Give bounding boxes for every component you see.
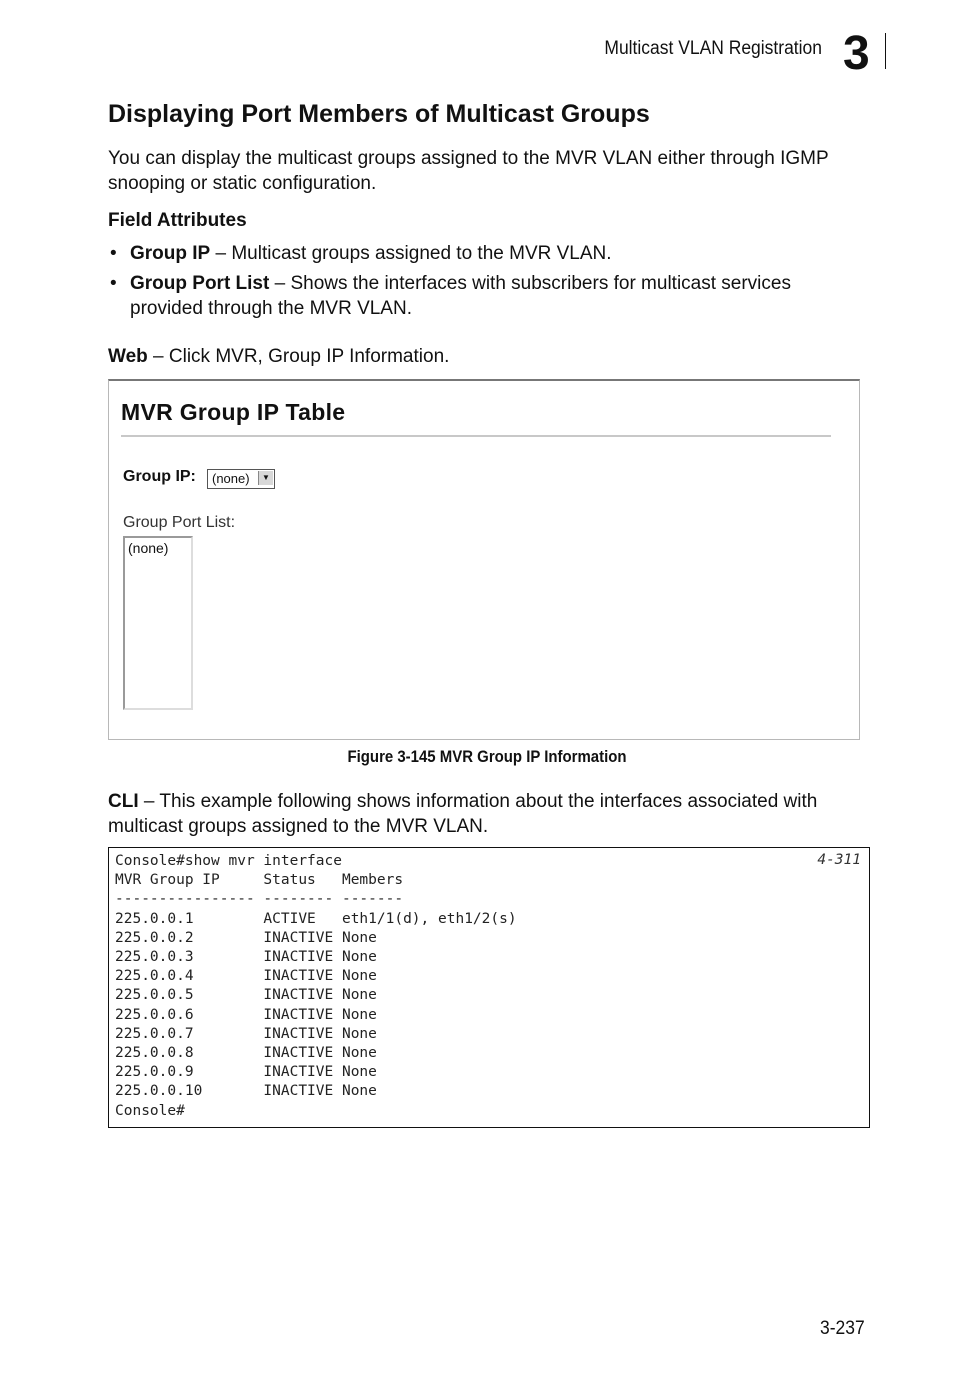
mvr-group-ip-figure [108, 379, 860, 740]
cli-line: Console#show mvr interface [115, 853, 342, 869]
cli-line: 225.0.0.3 INACTIVE None [115, 949, 377, 966]
figure-title: MVR Group IP Table [121, 399, 346, 425]
page-number: 3-237 [820, 1318, 865, 1339]
cli-line: ---------------- -------- ------- [115, 891, 404, 908]
intro-paragraph: You can display the multicast groups assigned to the MVR VLAN either through IGMP snooping or static configuration. [108, 148, 829, 194]
bullet-icon: • [110, 273, 117, 294]
listbox-item[interactable]: (none) [128, 540, 169, 556]
web-label: Web [108, 346, 148, 367]
cli-label: CLI [108, 791, 139, 812]
web-instruction [108, 344, 449, 369]
cli-description: – This example following shows information about the interfaces associated with multicast groups assigned to the MVR VLAN. [108, 791, 818, 837]
bullet-icon: • [110, 243, 117, 264]
cli-example-box [108, 847, 870, 1128]
group-ip-select-value: (none) [212, 471, 250, 486]
figure-divider [121, 435, 831, 437]
bullet-description: – Shows the interfaces with subscribers for multicast services provided through the MVR VLAN. [130, 273, 791, 319]
cli-output [115, 852, 517, 1121]
chapter-divider [885, 33, 886, 69]
cli-reference: 4-311 [817, 852, 861, 868]
cli-line: MVR Group IP Status Members [115, 872, 404, 889]
section-title: Displaying Port Members of Multicast Groups [108, 100, 650, 128]
running-header: Multicast VLAN Registration [604, 38, 822, 59]
chapter-number: 3 [843, 27, 870, 80]
chevron-down-icon[interactable]: ▼ [258, 471, 273, 485]
field-attributes-heading: Field Attributes [108, 210, 247, 231]
cli-line: 225.0.0.4 INACTIVE None [115, 968, 377, 985]
cli-line: 225.0.0.8 INACTIVE None [115, 1045, 377, 1062]
bullet-term: Group IP [130, 243, 211, 264]
cli-line: 225.0.0.2 INACTIVE None [115, 929, 377, 946]
cli-line: Console# [115, 1102, 185, 1119]
cli-line: 225.0.0.6 INACTIVE None [115, 1006, 377, 1023]
group-port-list-label: Group Port List: [123, 514, 236, 531]
group-ip-select[interactable] [207, 469, 275, 489]
cli-line: 225.0.0.1 ACTIVE eth1/1(d), eth1/2(s) [115, 910, 517, 927]
bullet-term: Group Port List [130, 273, 270, 294]
web-text: – Click MVR, Group IP Information. [147, 346, 450, 367]
group-port-listbox[interactable] [123, 536, 193, 710]
cli-intro [108, 789, 868, 839]
group-ip-label: Group IP: [123, 468, 196, 485]
cli-line: 225.0.0.10 INACTIVE None [115, 1083, 377, 1100]
cli-line: 225.0.0.5 INACTIVE None [115, 987, 377, 1004]
cli-line: 225.0.0.9 INACTIVE None [115, 1064, 377, 1081]
cli-line: 225.0.0.7 INACTIVE None [115, 1025, 377, 1042]
bullet-description: – Multicast groups assigned to the MVR VLAN. [210, 243, 612, 264]
figure-caption: Figure 3-145 MVR Group IP Information [347, 747, 627, 766]
